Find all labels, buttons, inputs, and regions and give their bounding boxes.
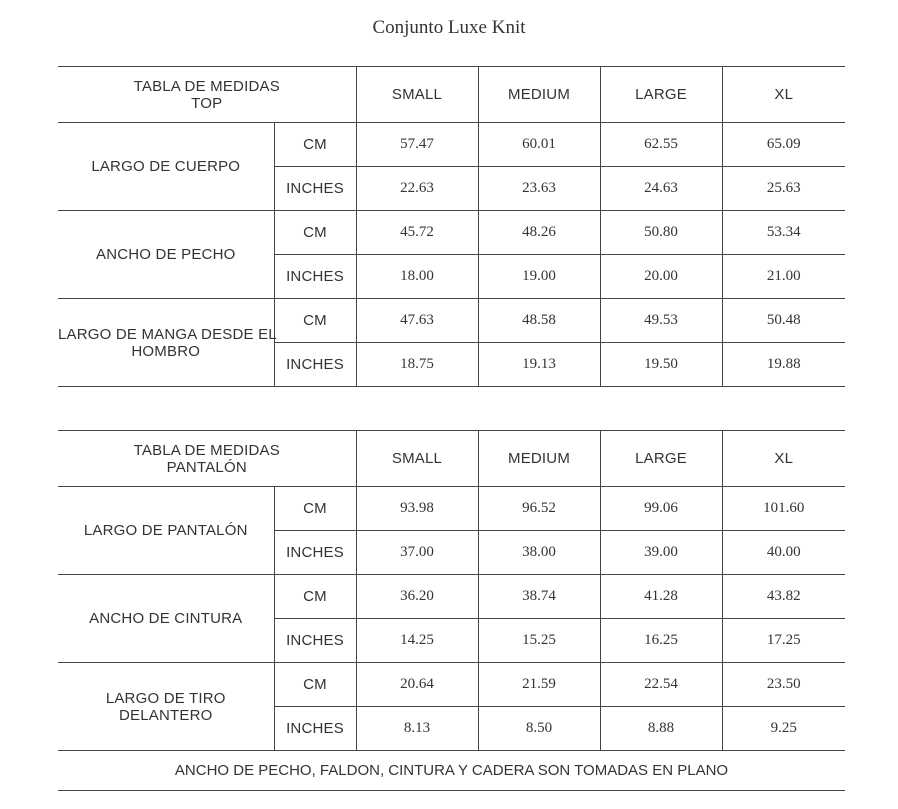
measure-name [58, 211, 274, 299]
value-cell: 15.25 [478, 619, 600, 663]
value-cell: 14.25 [356, 619, 478, 663]
table-header-line1: TABLA DE MEDIDAS [133, 77, 280, 95]
value-cell: 18.00 [356, 255, 478, 299]
size-header-large: LARGE [600, 431, 722, 487]
value-cell: 50.48 [722, 299, 845, 343]
table-header-row [58, 431, 845, 487]
value-cell: 8.50 [478, 707, 600, 751]
measure-name [58, 123, 274, 211]
value-cell: 38.00 [478, 531, 600, 575]
value-cell: 8.13 [356, 707, 478, 751]
size-header-medium: MEDIUM [478, 67, 600, 123]
measure-name [58, 487, 274, 575]
value-cell: 22.54 [600, 663, 722, 707]
unit-label: CM [274, 299, 356, 343]
measure-name [58, 575, 274, 663]
value-cell: 43.82 [722, 575, 845, 619]
table-row [58, 211, 845, 255]
unit-label: INCHES [274, 343, 356, 387]
value-cell: 53.34 [722, 211, 845, 255]
value-cell: 20.64 [356, 663, 478, 707]
size-header-xl: XL [722, 67, 845, 123]
value-cell: 101.60 [722, 487, 845, 531]
value-cell: 22.63 [356, 167, 478, 211]
value-cell: 21.59 [478, 663, 600, 707]
unit-label: INCHES [274, 707, 356, 751]
value-cell: 39.00 [600, 531, 722, 575]
table-header-title [58, 67, 356, 123]
value-cell: 45.72 [356, 211, 478, 255]
unit-label: INCHES [274, 167, 356, 211]
pants-size-table [58, 430, 845, 751]
table-row [58, 487, 845, 531]
value-cell: 23.50 [722, 663, 845, 707]
value-cell: 65.09 [722, 123, 845, 167]
measure-name-line1: LARGO DE CUERPO [91, 158, 241, 175]
unit-label: INCHES [274, 531, 356, 575]
value-cell: 49.53 [600, 299, 722, 343]
value-cell: 20.00 [600, 255, 722, 299]
value-cell: 48.58 [478, 299, 600, 343]
value-cell: 57.47 [356, 123, 478, 167]
value-cell: 16.25 [600, 619, 722, 663]
table-row [58, 299, 845, 343]
unit-label: INCHES [274, 255, 356, 299]
measure-name-line2: HOMBRO [131, 342, 201, 360]
value-cell: 19.13 [478, 343, 600, 387]
measurement-note: ANCHO DE PECHO, FALDON, CINTURA Y CADERA SON TOMADAS EN PLANO [58, 750, 845, 791]
unit-label: CM [274, 123, 356, 167]
unit-label: CM [274, 211, 356, 255]
value-cell: 93.98 [356, 487, 478, 531]
table-header-title [58, 431, 356, 487]
value-cell: 19.00 [478, 255, 600, 299]
measure-name [58, 299, 277, 387]
value-cell: 41.28 [600, 575, 722, 619]
measure-name-line1: LARGO DE PANTALÓN [83, 522, 248, 539]
value-cell: 25.63 [722, 167, 845, 211]
value-cell: 60.01 [478, 123, 600, 167]
size-header-xl: XL [722, 431, 845, 487]
size-header-small: SMALL [356, 431, 478, 487]
unit-label: CM [274, 575, 356, 619]
value-cell: 96.52 [478, 487, 600, 531]
value-cell: 99.06 [600, 487, 722, 531]
unit-label: CM [274, 487, 356, 531]
value-cell: 18.75 [356, 343, 478, 387]
table-row [58, 575, 845, 619]
value-cell: 62.55 [600, 123, 722, 167]
top-size-table [58, 66, 845, 387]
unit-label: INCHES [274, 619, 356, 663]
value-cell: 40.00 [722, 531, 845, 575]
value-cell: 17.25 [722, 619, 845, 663]
measure-name-line1: ANCHO DE CINTURA [89, 610, 243, 627]
value-cell: 23.63 [478, 167, 600, 211]
table-header-line2: PANTALÓN [166, 458, 247, 476]
measure-name-line1: LARGO DE TIRO [105, 689, 226, 707]
value-cell: 19.88 [722, 343, 845, 387]
table-header-line2: TOP [191, 94, 223, 112]
value-cell: 36.20 [356, 575, 478, 619]
value-cell: 19.50 [600, 343, 722, 387]
value-cell: 37.00 [356, 531, 478, 575]
size-header-large: LARGE [600, 67, 722, 123]
measure-name-line1: ANCHO DE PECHO [96, 246, 236, 263]
value-cell: 47.63 [356, 299, 478, 343]
measure-name-line2: DELANTERO [119, 706, 213, 724]
value-cell: 38.74 [478, 575, 600, 619]
measure-name-line1: LARGO DE MANGA DESDE EL [58, 325, 277, 343]
table-row [58, 123, 845, 167]
value-cell: 48.26 [478, 211, 600, 255]
table-header-line1: TABLA DE MEDIDAS [133, 441, 280, 459]
size-header-medium: MEDIUM [478, 431, 600, 487]
document-title: Conjunto Luxe Knit [372, 17, 526, 38]
value-cell: 24.63 [600, 167, 722, 211]
value-cell: 8.88 [600, 707, 722, 751]
table-row [58, 663, 845, 707]
unit-label: CM [274, 663, 356, 707]
measure-name [58, 663, 274, 751]
table-header-row [58, 67, 845, 123]
value-cell: 50.80 [600, 211, 722, 255]
value-cell: 9.25 [722, 707, 845, 751]
size-header-small: SMALL [356, 67, 478, 123]
value-cell: 21.00 [722, 255, 845, 299]
